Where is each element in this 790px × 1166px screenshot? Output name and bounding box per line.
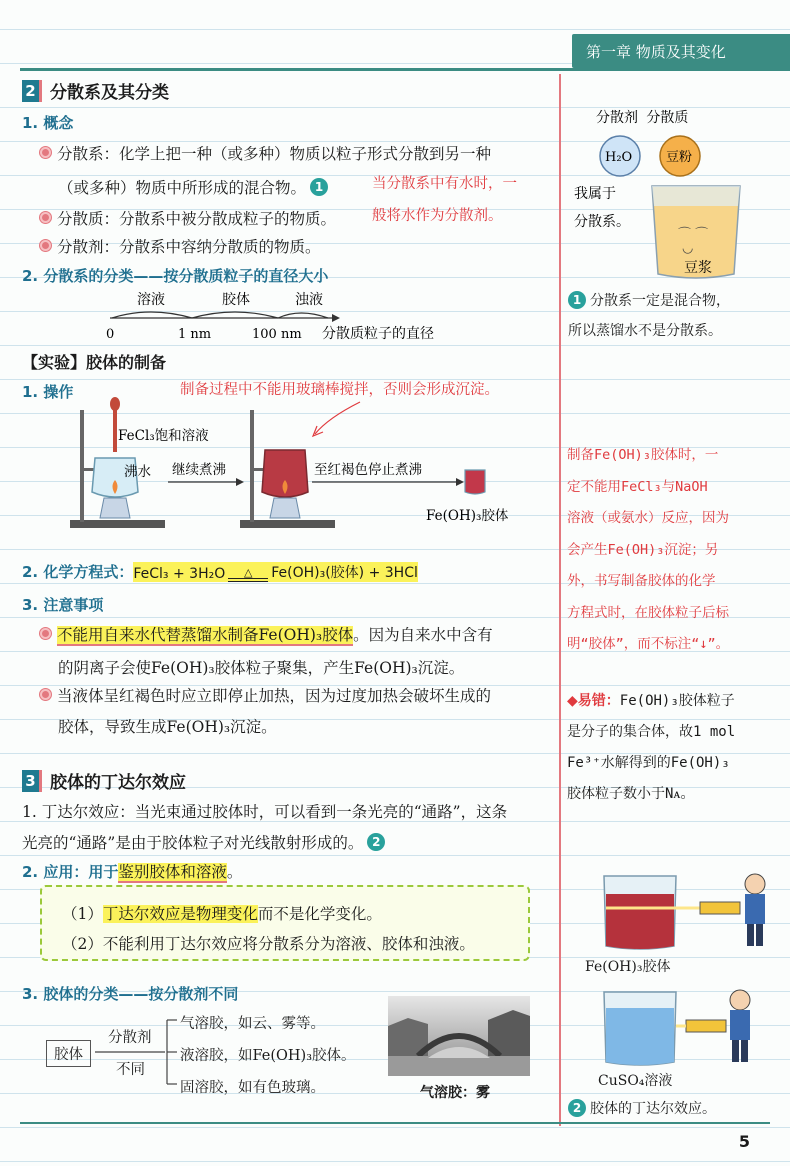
tick-0: 0 [106,327,115,342]
bullet-dot [40,147,51,158]
warning-diamond-icon: ◆ [567,693,578,709]
tree-mid-1: 分散剂 [108,1030,152,1046]
bullet-dispersed-phase [40,207,336,229]
arrow-2-head [456,478,464,486]
beaker-colloid-label: Fe(OH)₃胶体 [585,959,671,975]
error-line: Fe³⁺水解得到的Fe(OH)₃ [567,755,730,771]
red-pointer-line [315,402,360,434]
tree-mid-2: 不同 [116,1062,145,1078]
section-number: 3 [22,770,42,792]
bullet-dot [40,689,51,700]
red-note-water-line2: 般将水作为分散剂。 [372,208,503,224]
experiment-heading: 【实验】胶体的制备 [22,353,167,372]
marker-1-side: 1 [568,291,586,309]
svg-text:◡: ◡ [682,241,694,256]
top-rule [20,68,790,71]
side-common-error [567,686,735,810]
page-number: 5 [738,1132,750,1151]
equals-sign [228,578,268,582]
person-head-2 [730,990,750,1010]
tick-1nm: 1 nm [178,327,212,342]
cartoon-soy-milk [572,96,782,286]
particle-size-scale [100,288,530,344]
tree-root: 胶体 [46,1040,91,1067]
bullet-text: 分散质：分散系中被分散成粒子的物质。 [57,210,337,228]
application-end: 。 [226,863,243,881]
equation-right: Fe(OH)₃(胶体) + 3HCl [271,565,418,581]
bullet-continuation [58,176,328,198]
section-title: 胶体的丁达尔效应 [50,773,186,793]
label-stop-boil: 至红褐色停止煮沸 [314,462,422,478]
dropper-bulb-1 [110,397,120,411]
alcohol-lamp-2 [270,498,300,518]
label-product: Fe(OH)₃胶体 [426,508,509,524]
water-label: H₂O [605,150,633,165]
bullet-text-2: （或多种）物质中所形成的混合物。 [58,179,307,197]
bullet-dispersion-system [40,142,491,164]
tree-leaf-aerosol: 气溶胶，如云、雾等。 [180,1016,325,1032]
notice-2-text: 当液体呈红褐色时应立即停止加热，因为过度加热会破坏生成的 [57,687,492,705]
notice-1-rest: 。因为自来水中含有 [353,626,493,644]
tree-connectors [95,1012,185,1092]
beaker-solution-label: CuSO₄溶液 [598,1073,673,1089]
chapter-tab: 第一章 物质及其变化 [572,34,790,68]
soy-milk-label: 豆浆 [684,260,712,276]
label-boiling-water: 沸水 [124,464,151,480]
notice-1 [40,623,493,645]
notice-1-line2: 的阴离子会使Fe(OH)₃胶体粒子聚集，产生Fe(OH)₃沉淀。 [58,659,465,677]
scale-arrow [332,314,340,322]
bullet-dot [40,212,51,223]
note-1-prefix: （1） [62,905,103,923]
red-note-water-line1: 当分散系中有水时，一 [372,176,517,192]
side-red-line: 明“胶体”，而不标注“↓”。 [567,636,730,652]
side-note-2-text: 胶体的丁达尔效应。 [590,1101,716,1117]
tyndall-text-2: 光亮的“通路”是由于胶体粒子对光线散射形成的。 [22,834,364,852]
arrow-1-head [236,478,244,486]
tyndall-colloid-illustration [590,870,780,952]
cartoon-top-label: 分散剂 分散质 [596,110,689,126]
bullet-text: 分散剂：分散系中容纳分散质的物质。 [57,238,321,256]
bullet-dispersion-medium [40,235,321,257]
section-3-heading [22,768,186,793]
note-1-highlight: 丁达尔效应是物理变化 [102,905,258,923]
side-note-1-text: 分散系一定是混合物， [590,293,730,309]
tree-leaf-liquid: 液溶胶，如Fe(OH)₃胶体。 [180,1048,356,1064]
colloid-class-heading: 3. 胶体的分类——按分散剂不同 [22,985,239,1003]
tyndall-definition-2 [22,831,385,853]
flashlight-1 [700,902,740,914]
person-body-1 [745,894,765,924]
note-item-2: （2）不能利用丁达尔效应将分散系分为溶液、胶体和浊液。 [62,935,475,953]
notice-1-highlight: 不能用自来水代替蒸馏水制备Fe(OH)₃胶体 [57,626,354,644]
notice-heading: 3. 注意事项 [22,596,104,614]
fog-photo-caption: 气溶胶：雾 [420,1085,490,1101]
side-red-line: 方程式时，在胶体粒子后标 [567,604,729,621]
flashlight-2 [686,1020,726,1032]
classification-heading: 2. 分散系的分类——按分散质粒子的直径大小 [22,267,329,285]
tick-100nm: 100 nm [252,327,302,342]
brace-colloid [192,312,278,318]
red-note-no-stirring: 制备过程中不能用玻璃棒搅拌，否则会形成沉淀。 [180,382,499,398]
marker-1-badge: 1 [310,178,328,196]
bottom-rule [20,1122,770,1124]
scale-label-solution: 溶液 [137,292,165,308]
margin-divider [559,74,561,1126]
side-red-line: 溶液（或氨水）反应，因为 [567,510,729,526]
operation-heading: 1. 操作 [22,383,74,401]
marker-2-badge: 2 [367,833,385,851]
scale-label-colloid: 胶体 [222,292,250,308]
person-body-2 [730,1010,750,1040]
equation-heading: 2. 化学方程式： [22,563,134,581]
stand-base-1 [70,520,165,528]
side-red-line: 会产生Fe(OH)₃沉淀；另 [567,541,719,558]
section-number: 2 [22,80,42,102]
error-line: 胶体粒子数小于Nᴀ。 [567,786,695,802]
side-red-line: 外，书写制备胶体的化学 [567,573,716,589]
fog-photo [388,996,530,1076]
side-note-2 [568,1098,716,1118]
stand-rod-2 [250,410,254,522]
error-line: 是分子的集合体，故1 mol [567,724,736,740]
brace-suspension [278,313,328,318]
label-fecl3: FeCl₃饱和溶液 [118,428,209,444]
bullet-text: 分散系：化学上把一种（或多种）物质以粒子形式分散到另一种 [57,145,492,163]
marker-2-side: 2 [568,1099,586,1117]
tyndall-text: 1. 丁达尔效应：当光束通过胶体时，可以看到一条光亮的“通路”，这条 [22,803,508,821]
notice-2 [40,684,491,706]
side-red-line: 制备Fe(OH)₃胶体时，一 [567,447,719,463]
equation-highlight [133,562,418,582]
side-red-line: 定不能用FeCl₃与NaOH [567,478,708,495]
label-continue-boil: 继续煮沸 [172,462,226,478]
equation-left: FeCl₃ + 3H₂O [133,566,226,582]
stand-base-2 [240,520,335,528]
error-line: Fe(OH)₃胶体粒子 [619,693,735,709]
note-item-1 [62,902,382,924]
tree-leaf-solid: 固溶胶，如有色玻璃。 [180,1080,325,1096]
scale-label-suspension: 浊液 [295,292,323,308]
application-row [22,860,242,882]
side-note-1 [568,290,730,310]
equation-arrow [228,568,268,582]
brace-solution [112,312,192,318]
note-1-rest: 而不是化学变化。 [257,905,382,923]
stand-rod-1 [80,410,84,522]
heat-symbol: △ [244,566,253,579]
svg-text:⌒ ⌒: ⌒ ⌒ [678,227,709,242]
speech-line-2: 分散系。 [574,214,630,230]
application-highlight: 鉴别胶体和溶液 [118,863,227,881]
bullet-dot [40,240,51,251]
beaker-product [465,470,485,494]
section-2-heading [22,78,169,103]
application-heading: 2. 应用：用于 [22,863,119,881]
alcohol-lamp-1 [100,498,130,518]
tyndall-definition-1 [22,800,507,822]
speech-line-1: 我属于 [574,186,616,202]
section-title: 分散系及其分类 [50,83,169,103]
scale-axis-title: 分散质粒子的直径 [322,326,434,342]
bullet-dot [40,628,51,639]
equation-row [22,561,418,582]
experiment-apparatus [60,396,550,546]
tyndall-solution-illustration [590,986,780,1068]
side-note-1-line2: 所以蒸馏水不是分散系。 [568,323,722,339]
notice-2-line2: 胶体，导致生成Fe(OH)₃沉淀。 [58,718,277,736]
powder-label: 豆粉 [666,150,693,165]
person-head-1 [745,874,765,894]
concept-heading: 1. 概念 [22,114,74,132]
side-red-note [567,440,729,661]
error-label: 易错： [577,693,620,709]
